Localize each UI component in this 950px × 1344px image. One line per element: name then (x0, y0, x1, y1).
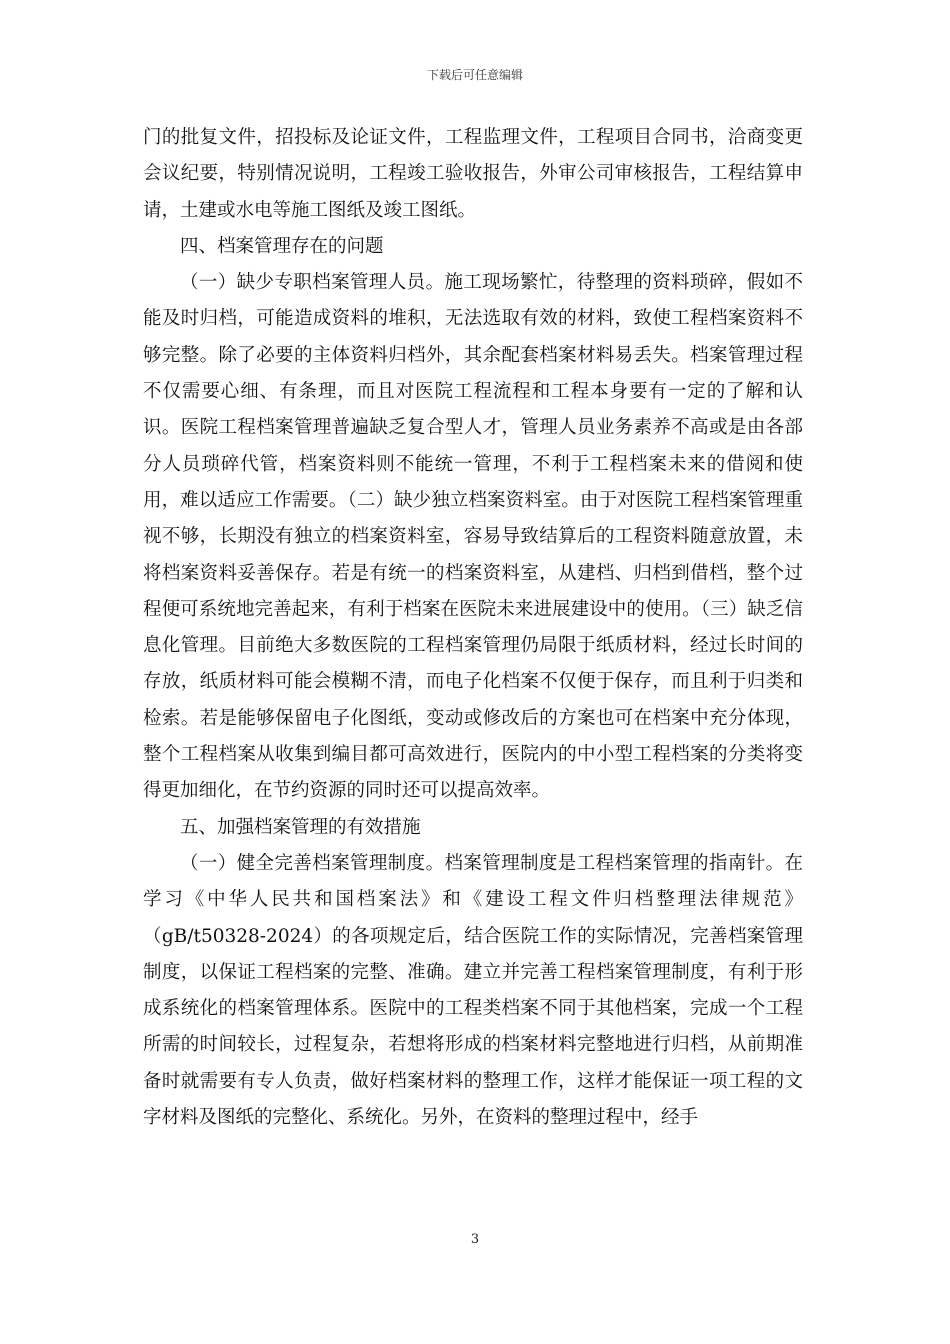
section-heading-4: 四、档案管理存在的问题 (180, 235, 384, 257)
page-number: 3 (470, 1232, 480, 1247)
paragraph-measures: （一）健全完善档案管理制度。档案管理制度是工程档案管理的指南针。在学习《中华人民共和国档案法》和《建设工程文件归档整理法律规范》（gB/t50328-2024）的各项规定后，结合医院工作的实际情况，完善档案管理制度，以保证工程档案的完整、准确。建立并完善工程档案管理制度，有利于形成系统化的档案管理体系。医院中的工程类档案不同于其他档案，完成一个工程所需的时间较长，过程复杂，若想将形成的档案材料完整地进行归档，从前期准备时就需要有专人负责，做好档案材料的整理工作，这样才能保证一项工程的文字材料及图纸的完整化、系统化。另外，在资料的整理过程中，经手 (143, 852, 803, 1129)
document-body (143, 120, 803, 1136)
paragraph-problems: （一）缺少专职档案管理人员。施工现场繁忙，待整理的资料琐碎，假如不能及时归档，可能造成资料的堆积，无法选取有效的材料，致使工程档案资料不够完整。除了必要的主体资料归档外，其余配套档案材料易丢失。档案管理过程不仅需要心细、有条理，而且对医院工程流程和工程本身要有一定的了解和认识。医院工程档案管理普遍缺乏复合型人才，管理人员业务素养不高或是由各部分人员琐碎代管，档案资料则不能统一管理，不利于工程档案未来的借阅和使用，难以适应工作需要。（二）缺少独立档案资料室。由于对医院工程档案管理重视不够，长期没有独立的档案资料室，容易导致结算后的工程资料随意放置，未将档案资料妥善保存。若是有统一的档案资料室，从建档、归档到借档，整个过程便可系统地完善起来，有利于档案在医院未来进展建设中的使用。（三）缺乏信息化管理。目前绝大多数医院的工程档案管理仍局限于纸质材料，经过长时间的存放，纸质材料可能会模糊不清，而电子化档案不仅便于保存，而且利于归类和检索。若是能够保留电子化图纸，变动或修改后的方案也可在档案中充分体现，整个工程档案从收集到编目都可高效进行，医院内的中小型工程档案的分类将变得更加细化，在节约资源的同时还可以提高效率。 (143, 272, 803, 802)
paragraph-continuation: 门的批复文件，招投标及论证文件，工程监理文件，工程项目合同书，洽商变更会议纪要，特别情况说明，工程竣工验收报告，外审公司审核报告，工程结算申请，土建或水电等施工图纸及竣工图纸。 (143, 127, 803, 221)
section-heading-5: 五、加强档案管理的有效措施 (180, 816, 421, 838)
page-header: 下载后可任意编辑 (426, 68, 523, 82)
